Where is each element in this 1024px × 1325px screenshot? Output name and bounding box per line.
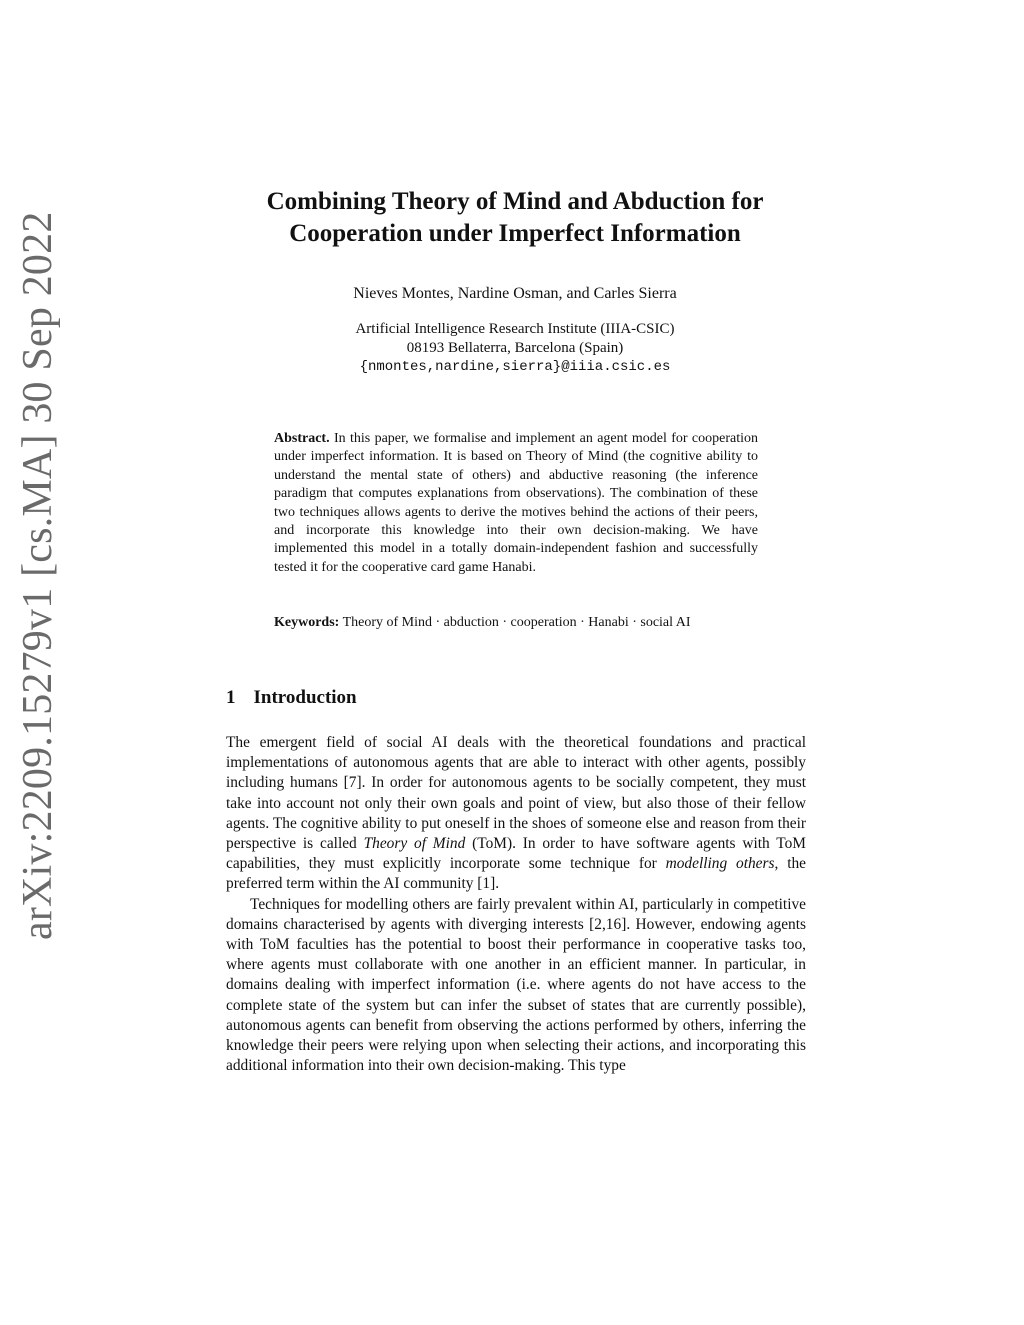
affiliation-institute: Artificial Intelligence Research Institute (IIIA-CSIC) bbox=[355, 321, 675, 337]
paragraph-2: Techniques for modelling others are fairly prevalent within AI, particularly in competitive domains characterised by agents with diverging interests [2,16]. However, endowing agents with ToM faculties has the potential to boost their performance in cooperative tasks too, where agents must collaborate with one another in an efficient manner. In particular, in domains dealing with imperfect information (i.e. where agents do not have access to the complete state of the system but can infer the subset of states that are currently possible), autonomous agents can benefit from observing the actions performed by others, inferring the knowledge their peers were relying upon when selecting their actions, and incorporating this additional information into their own decision-making. This type bbox=[226, 895, 806, 1075]
title-line-2: Cooperation under Imperfect Information bbox=[289, 220, 741, 247]
section-title: Introduction bbox=[253, 687, 357, 708]
abstract bbox=[274, 430, 758, 577]
arxiv-side-stamp: arXiv:2209.15279v1 [cs.MA] 30 Sep 2022 bbox=[15, 211, 61, 940]
affiliation-email: {nmontes,nardine,sierra}@iiia.csic.es bbox=[359, 359, 671, 375]
body-text bbox=[226, 733, 806, 1076]
abstract-text: In this paper, we formalise and implement an agent model for cooperation under imperfect information. It is based on Theory of Mind (the cognitive ability to understand the mental state of others) and abductive reasoning (the inference paradigm that computes explanations from observations). The combination of these two techniques allows agents to derive the motives behind the actions of their peers, and incorporate this knowledge into their own decision-making. We have implemented this model in a totally domain-independent fashion and successfully tested it for the cooperative card game Hanabi. bbox=[274, 431, 758, 575]
paper-title bbox=[200, 186, 830, 250]
paragraph-1-text-b: (ToM). In order to have software agents with ToM capabilities, they must explicitly incorporate some technique for bbox=[226, 835, 806, 873]
paragraph-1-text-c: , the preferred term within the AI community [1]. bbox=[226, 855, 806, 893]
term-theory-of-mind: Theory of Mind bbox=[363, 835, 466, 853]
term-modelling-others: modelling others bbox=[665, 855, 775, 873]
paragraph-1 bbox=[226, 733, 806, 895]
section-heading bbox=[226, 687, 357, 709]
keywords-text: Theory of Mind · abduction · cooperation · Hanabi · social AI bbox=[342, 615, 691, 630]
affiliation-address: 08193 Bellaterra, Barcelona (Spain) bbox=[406, 340, 624, 356]
keywords bbox=[274, 614, 758, 632]
keywords-label: Keywords: bbox=[274, 615, 340, 630]
paragraph-1-text-a: The emergent field of social AI deals with the theoretical foundations and practical implementations of autonomous agents that are able to interact with other agents, possibly including humans [7]. In order for autonomous agents to be socially competent, they must take into account not only their own goals and point of view, but also those of their fellow agents. The cognitive ability to put oneself in the shoes of someone else and reason from their perspective is called bbox=[226, 734, 806, 853]
title-line-1: Combining Theory of Mind and Abduction for bbox=[266, 188, 764, 215]
abstract-label: Abstract. bbox=[274, 431, 330, 446]
affiliation-block bbox=[200, 320, 830, 377]
author-list: Nieves Montes, Nardine Osman, and Carles Sierra bbox=[353, 285, 677, 302]
section-number: 1 bbox=[226, 687, 236, 708]
